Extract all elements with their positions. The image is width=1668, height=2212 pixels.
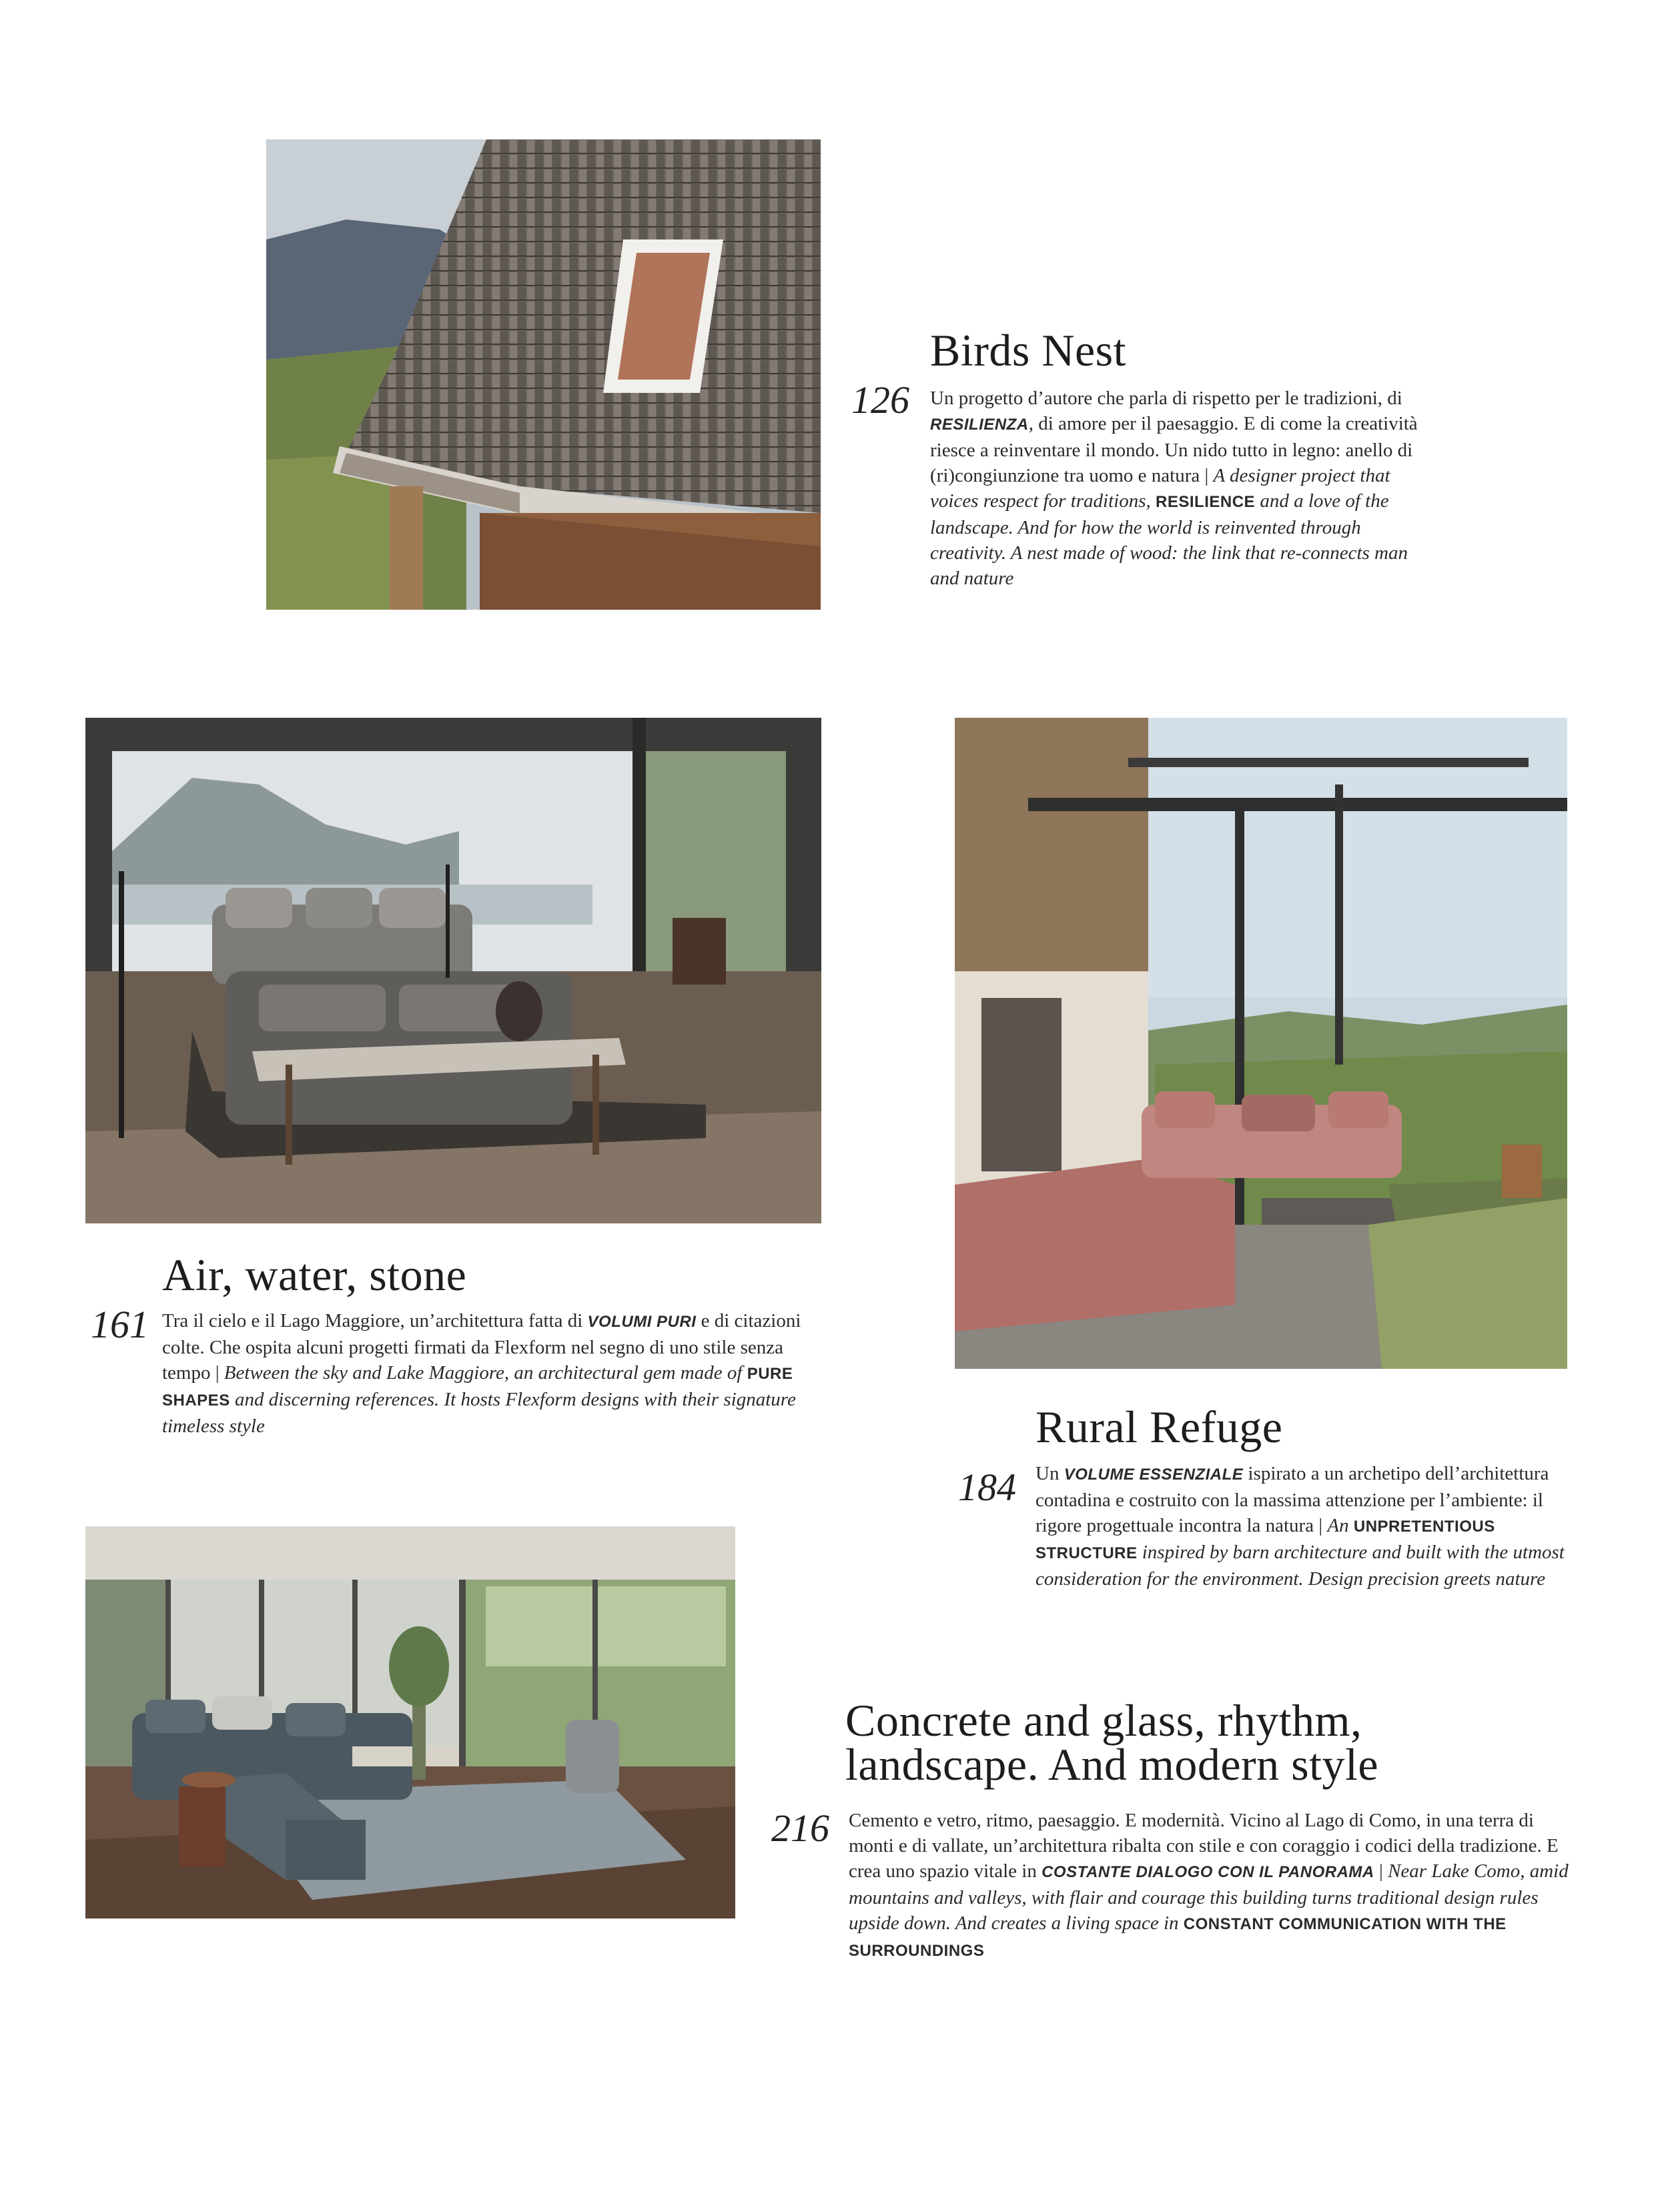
keyword-en: PURE SHAPES: [162, 1365, 793, 1410]
page-number: 161: [91, 1303, 149, 1346]
modern-living-room-photo: [85, 1526, 735, 1918]
article-title: Air, water, stone: [162, 1249, 467, 1300]
keyword-it: VOLUMI PURI: [587, 1313, 697, 1331]
article-text: Un VOLUME ESSENZIALE ispirato a un archetipo dell’architettura contadina e costruito con la massima attenzione per l’ambiente: il rigore progettuale incontra la natura | An UNPRETENTIOUS STRUCTURE inspired by barn architecture and built with the utmost consideration for the environment. Design precision greets nature: [1035, 1463, 1565, 1590]
lake-view-living-room-photo: [85, 718, 821, 1223]
pergola-terrace-photo: [955, 718, 1567, 1369]
keyword-it: RESILIENZA: [930, 416, 1029, 434]
keyword-en: CONSTANT COMMUNICATION WITH THE SURROUNDINGS: [849, 1915, 1507, 1960]
article-title: Birds Nest: [930, 325, 1126, 376]
article-title: Concrete and glass, rhythm, landscape. And modern style: [845, 1695, 1379, 1790]
wooden-shingle-roof-photo: [266, 139, 821, 610]
article-title: Rural Refuge: [1035, 1402, 1283, 1452]
article-concrete-glass: [845, 1695, 1446, 1790]
keyword-it: VOLUME ESSENZIALE: [1064, 1466, 1244, 1484]
page-number: 126: [851, 378, 909, 422]
article-text: Un progetto d’autore che parla di rispetto per le tradizioni, di RESILIENZA, di amore per il paesaggio. E di come la creatività riesce a reinventare il mondo. Un nido tutto in legno: anello di (ri)congiunzione tra uomo e natura | A designer project that voices respect for traditions, RESILIENCE and a love of the landscape. And for how the world is reinvented through creativity. A nest made of wood: the link that re-connects man and nature: [930, 388, 1418, 589]
page-number: 216: [771, 1806, 829, 1850]
article-text: Tra il cielo e il Lago Maggiore, un’architettura fatta di VOLUMI PURI e di citazioni colte. Che ospita alcuni progetti firmati da Flexform nel segno di uno stile senza tempo | Between the sky and Lake Maggiore, an architectural gem made of PURE SHAPES and discerning references. It hosts Flexform designs with their signature timeless style: [162, 1310, 801, 1437]
article-text: Cemento e vetro, ritmo, paesaggio. E modernità. Vicino al Lago di Como, in una terra di monti e di vallate, un’architettura ribalta con stile e con coraggio i codici della tradizione. E crea uno spazio vitale in COSTANTE DIALOGO CON IL PANORAMA | Near Lake Como, amid mountains and valleys, with flair and courage this building turns traditional design rules upside down. And creates a living space in CONSTANT COMMUNICATION WITH THE SURROUNDINGS: [849, 1810, 1569, 1960]
article-birds-nest: [930, 325, 1437, 376]
page-number: 184: [958, 1466, 1016, 1509]
article-air-water-stone: [162, 1249, 829, 1300]
keyword-it: COSTANTE DIALOGO CON IL PANORAMA: [1041, 1863, 1374, 1881]
keyword-en: UNPRETENTIOUS STRUCTURE: [1035, 1518, 1495, 1562]
article-rural-refuge: [1035, 1402, 1569, 1452]
keyword-en: RESILIENCE: [1156, 493, 1256, 511]
